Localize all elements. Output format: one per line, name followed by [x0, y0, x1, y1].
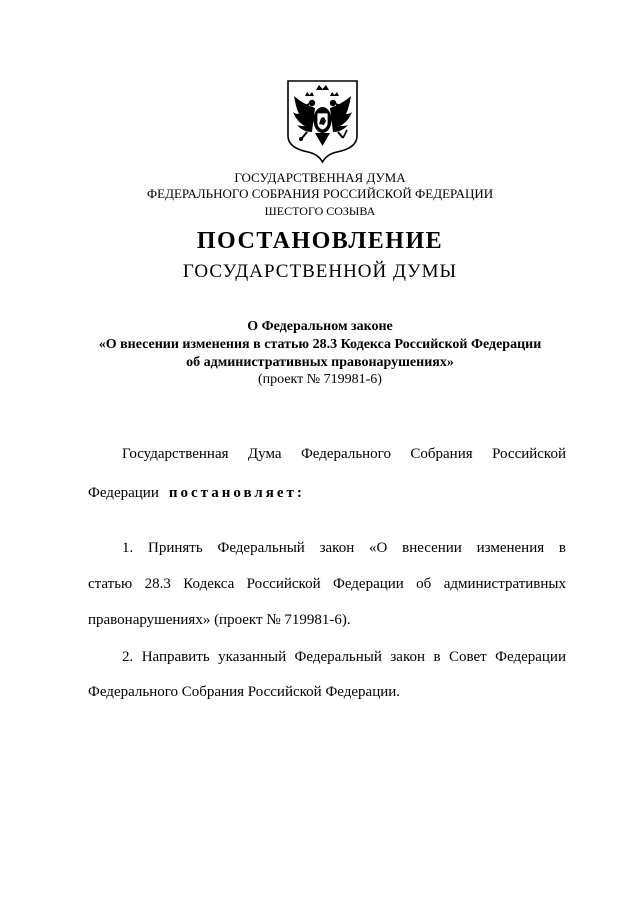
document-subtitle: ГОСУДАРСТВЕННОЙ ДУМЫ	[182, 261, 458, 282]
decree-word: постановляет:	[168, 485, 305, 501]
project-number: (проект № 719981-6)	[258, 372, 382, 387]
item-2-line-2: Федерального Собрания Российской Федерации.	[88, 684, 401, 700]
preamble-line-2	[88, 484, 305, 502]
item-2-line-1: 2. Направить указанный Федеральный закон в Совет Федерации	[122, 649, 566, 665]
header-line-2: ФЕДЕРАЛЬНОГО СОБРАНИЯ РОССИЙСКОЙ ФЕДЕРАЦИИ	[146, 186, 494, 201]
coat-of-arms-icon	[285, 78, 360, 164]
subject-line-1: О Федеральном законе	[247, 319, 393, 334]
preamble-federation: Федерации	[88, 485, 159, 501]
item-1-line-2: статью 28.3 Кодекса Российской Федерации об административных	[88, 576, 566, 592]
subject-line-3: об административных правонарушениях»	[186, 355, 454, 370]
header-line-3: ШЕСТОГО СОЗЫВА	[264, 204, 376, 218]
item-1-line-1: 1. Принять Федеральный закон «О внесении изменения в	[122, 540, 566, 556]
preamble-line-1: Государственная Дума Федерального Собрания Российской	[122, 446, 566, 462]
header-line-1: ГОСУДАРСТВЕННАЯ ДУМА	[234, 170, 406, 185]
item-1-line-3: правонарушениях» (проект № 719981-6).	[88, 612, 351, 628]
document-title: ПОСТАНОВЛЕНИЕ	[196, 228, 444, 254]
subject-line-2: «О внесении изменения в статью 28.3 Кодекса Российской Федерации	[98, 337, 542, 352]
